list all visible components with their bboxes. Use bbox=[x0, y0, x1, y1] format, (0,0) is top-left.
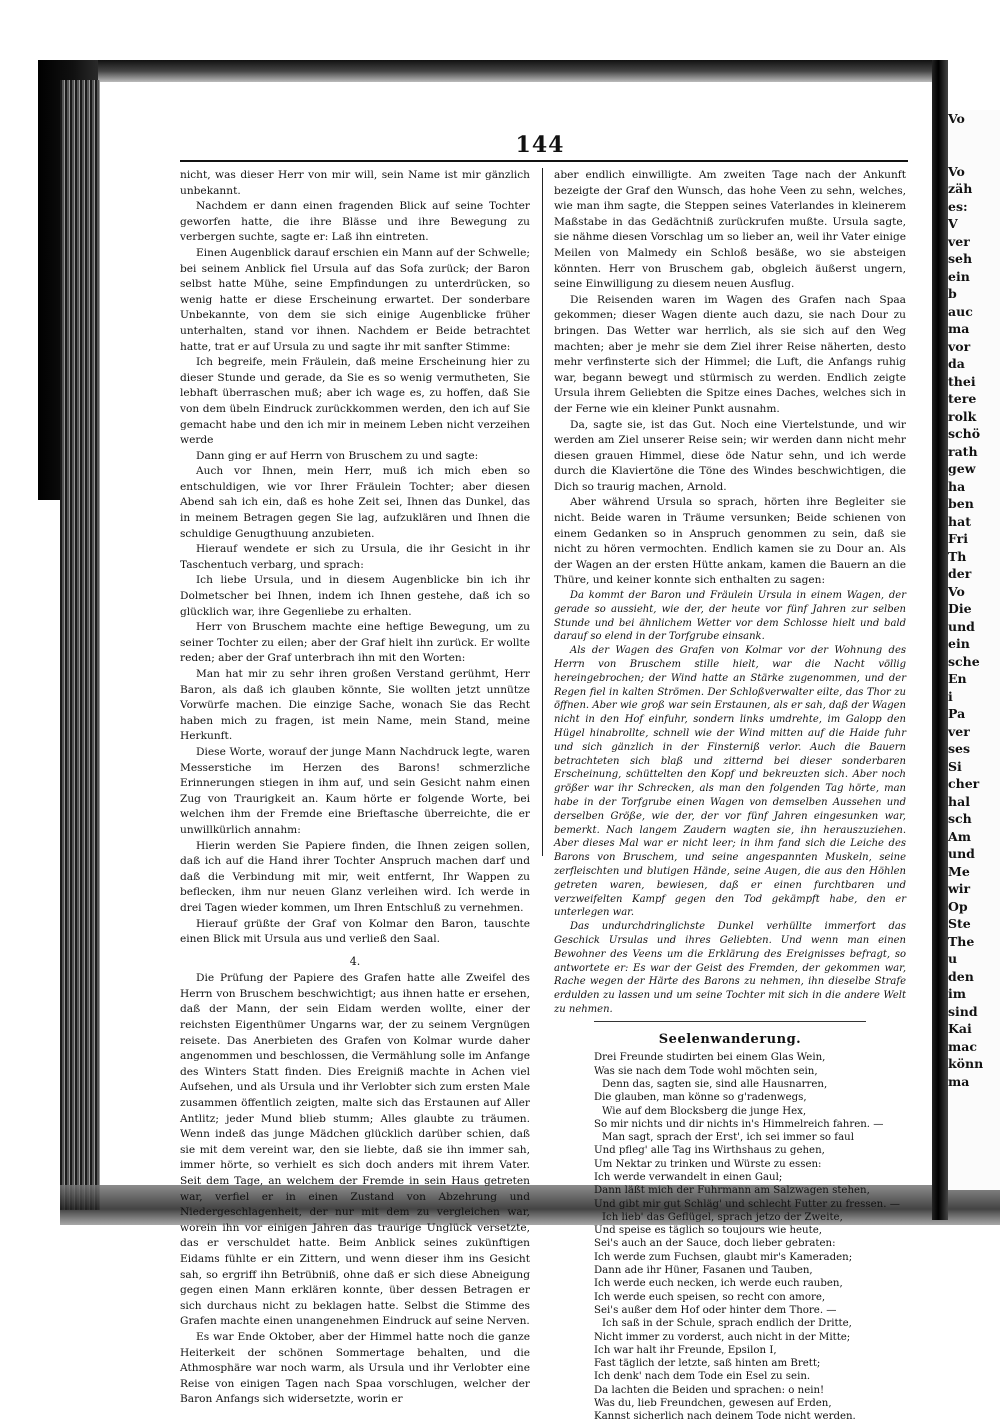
poem-line: Fast täglich der letzte, saß hinten am Brett; bbox=[594, 1358, 821, 1370]
adjacent-page-text-fragment: mac bbox=[948, 1038, 977, 1054]
adjacent-page-text-fragment: gew bbox=[948, 461, 976, 476]
poem-line: So mir nichts und dir nichts in's Himmelreich fahren. — bbox=[594, 1118, 884, 1130]
adjacent-page-text-fragment: sche bbox=[948, 653, 980, 669]
adjacent-page-text-fragment: Si bbox=[948, 758, 962, 774]
adjacent-page-text-fragment: b bbox=[948, 286, 957, 301]
paragraph: nicht, was dieser Herr von mir will, sein Name ist mir gänzlich unbekannt. bbox=[180, 169, 530, 197]
adjacent-page-text-fragment: hat bbox=[948, 513, 971, 529]
header-rule bbox=[180, 160, 908, 162]
paragraph: Es war Ende Oktober, aber der Himmel hatte noch die ganze Heiterkeit der schönen Sommertage behalten, und die Athmosphäre war noch warm, als Ursula und ihr Verlobter eine Reise von einigen Tagen nach Spaa vorschlugen, welcher der Baron Anfangs sich widersetzte, worin er bbox=[180, 1330, 530, 1406]
poem-line: Ich werde euch necken, ich werde euch rauben, bbox=[594, 1278, 843, 1290]
poem-line: Ich werde verwandelt in einen Gaul; bbox=[594, 1172, 783, 1183]
adjacent-page-text-fragment bbox=[948, 145, 1000, 163]
adjacent-page-text-fragment: u bbox=[948, 951, 958, 966]
adjacent-page-text-fragment: i bbox=[948, 688, 953, 704]
adjacent-page-text-fragment: und bbox=[948, 618, 975, 634]
poem-line: Ich war halt ihr Freunde, Epsilon I, bbox=[594, 1344, 777, 1356]
scan-top-edge bbox=[38, 60, 938, 82]
paragraph: Hierin werden Sie Papiere finden, die Ihnen zeigen sollen, daß ich auf die Hand ihrer Tochter Anspruch machen darf und daß die Verbindung mit mir, weit entfernt, Ihr Wappen zu beflecken, ihm nur neuen Glanz verleihen wird. Ich werde in drei Tagen wieder kommen, um Ihren Entschluß zu vernehmen. bbox=[180, 839, 530, 914]
adjacent-page-text-fragment: könn bbox=[948, 1056, 984, 1071]
adjacent-page-text-fragment: ver bbox=[948, 723, 970, 739]
adjacent-page-text-fragment: thei bbox=[948, 373, 976, 389]
poem-line: Wie auf dem Blocksberg die junge Hex, bbox=[602, 1105, 807, 1117]
poem-line: Nicht immer zu vorderst, auch nicht in der Mitte; bbox=[594, 1331, 851, 1343]
adjacent-page-text-fragment: tere bbox=[948, 391, 977, 406]
scan-book-gutter bbox=[60, 80, 100, 1210]
poem-line: Ich werde euch speisen, so recht con amore, bbox=[594, 1291, 826, 1303]
paragraph: Hierauf grüßte der Graf von Kolmar den Baron, tauschte einen Blick mit Ursula aus und verließ den Saal. bbox=[180, 917, 530, 946]
adjacent-page-text-fragment: im bbox=[948, 986, 966, 1001]
poem-line: Ich lieb' das Geflügel, sprach jetzo der Zweite, bbox=[602, 1211, 843, 1223]
right-column bbox=[554, 168, 906, 1424]
adjacent-page-text-fragment: ein bbox=[948, 268, 970, 284]
adjacent-page-text-fragment: rolk bbox=[948, 408, 977, 424]
paragraph: Die Reisenden waren im Wagen des Grafen nach Spaa gekommen; dieser Wagen diente auch dazu, sie nach Dour zu bringen. Das Wetter war herrlich, als sie sich auf den Weg machten; aber je mehr sie dem Ziel ihrer Reise näherten, desto mehr verfinsterte sich der Himmel; die Luft, die Anfangs ruhig war, begann bewegt und stürmisch zu werden. Endlich zeigte Ursula ihrem Geliebten die Spitze eines Daches, welches sich in der Ferne wie ein kleiner Punkt ausnahm. bbox=[554, 293, 906, 415]
page-number: 144 bbox=[515, 132, 565, 158]
paragraph: Dann ging er auf Herrn von Bruschem zu und sagte: bbox=[196, 449, 479, 462]
poem-line: Ich saß in der Schule, sprach endlich der Dritte, bbox=[602, 1318, 852, 1330]
column-divider bbox=[542, 168, 543, 856]
adjacent-page-text-fragment: V bbox=[948, 216, 958, 231]
left-column bbox=[180, 168, 530, 1408]
section-separator bbox=[594, 1021, 866, 1022]
adjacent-page-text-fragment: Ste bbox=[948, 916, 971, 931]
adjacent-page-text-fragment: ha bbox=[948, 478, 966, 494]
poem-line: Die glauben, man könne so g'radenwegs, bbox=[594, 1092, 807, 1104]
adjacent-page-text-fragment: En bbox=[948, 671, 967, 686]
paragraph: Einen Augenblick darauf erschien ein Mann auf der Schwelle; bei seinem Anblick fiel Ursula auf das Sofa zurück; der Baron selbst hatte Mühe, seine Empfindungen zu unterdrücken, so wenig hatte er diese Erscheinung erwartet. Der sonderbare Unbekannte, von dem sie sich einige Augenblicke früher unterhalten, stand vor ihnen. Nachdem er Beide betrachtet hatte, trat er auf Ursula zu und sagte ihr mit sanfter Stimme: bbox=[180, 246, 530, 353]
paragraph: Hierauf wendete er sich zu Ursula, die ihr Gesicht in ihr Taschentuch verbarg, und sprach: bbox=[180, 543, 530, 571]
adjacent-page-text-fragment: ma bbox=[948, 321, 970, 336]
adjacent-page-text-fragment: es: bbox=[948, 198, 968, 214]
adjacent-page-text-fragment: ein bbox=[948, 636, 970, 651]
adjacent-page-text-fragment: wir bbox=[948, 881, 971, 896]
paragraph: Herr von Bruschem machte eine heftige Bewegung, um zu seiner Tochter zu eilen; aber der Graf hielt ihn zurück. Er wollte reden; aber der Graf unterbrach ihn mit den Worten: bbox=[180, 621, 530, 665]
adjacent-page-text-fragment: Vo bbox=[948, 163, 965, 179]
adjacent-page-text-fragment: ver bbox=[948, 233, 970, 249]
adjacent-page-text-fragment: zäh bbox=[948, 181, 973, 196]
poem bbox=[594, 1051, 906, 1423]
adjacent-page-text-fragment: ben bbox=[948, 496, 974, 511]
adjacent-page-text-fragment: der bbox=[948, 566, 972, 581]
adjacent-page-text-fragment: Pa bbox=[948, 706, 966, 721]
adjacent-page-text-fragment: und bbox=[948, 846, 975, 861]
paragraph: Ich begreife, mein Fräulein, daß meine Erscheinung hier zu dieser Stunde und gerade, da Sie es so wenig vermutheten, Sie lebhaft überraschen muß; aber ich wage es, zu hoffen, daß Sie von dem übeln Eindruck zurückkommen werden, den ich auf Sie gemacht habe und den ich mir in meinem Leben nicht verzeihen werde bbox=[180, 356, 530, 447]
adjacent-page-text-fragment: ma bbox=[948, 1073, 970, 1089]
adjacent-page-text-fragment: Op bbox=[948, 898, 968, 914]
poem-line: Ich denk' nach dem Tode ein Esel zu sein. bbox=[594, 1371, 811, 1383]
poem-line: Und gibt mir gut Schläg' und schlecht Futter zu fressen. — bbox=[594, 1198, 900, 1210]
adjacent-page-text-fragment: rath bbox=[948, 443, 978, 459]
poem-line: Da lachten die Beiden und sprachen: o nein! bbox=[594, 1384, 825, 1396]
adjacent-page-text-fragment: Kai bbox=[948, 1021, 972, 1036]
story-ending bbox=[554, 589, 906, 1017]
paragraph: Nachdem er dann einen fragenden Blick auf seine Tochter geworfen hatte, die ihre Blässe und ihre Bewegung zu verbergen suchte, sagte er: Laß ihn eintreten. bbox=[180, 200, 530, 244]
poem-line: Und speise es täglich so toujours wie heute, bbox=[594, 1225, 822, 1237]
poem-line: Sei's auch an der Sauce, doch lieber gebraten: bbox=[594, 1238, 836, 1250]
paragraph: Die Prüfung der Papiere des Grafen hatte alle Zweifel des Herrn von Bruschem beschwichtigt; aus ihnen hatte er ersehen, daß der Mann, der sein Eidam werden wollte, einer der reichsten Eigenthümer Ungarns war, der zu seinem Vergnügen reisete. Das Anerbieten des Grafen von Kolmar wurde daher angenommen und beschlossen, die Vermählung solle im Anfange des Winters Statt finden. Dies Ereigniß machte in Achen viel Aufsehen, und als Ursula und ihr Verlobter sich zum ersten Male zusammen öffentlich zeigten, malte sich das Erstaunen auf Aller Antlitz; jeder Mund blieb stumm; Alles glaubte zu träumen. Wenn indeß das junge Mädchen glücklich darüber schien, daß sie mit dem vereint war, den sie liebte, daß sie ihn immer sah, immer hörte, so verhielt es sich doch anders mit ihrem Vater. Seit dem Tage, an welchem der Fremde in sein Haus getreten war, verfiel er in einen Zustand von Abzehrung und Niedergeschlagenheit, der nur mit dem zu vergleichen war, worein ihn vor einigen Jahren das traurige Unglück versetzte, das er verschuldet hatte. Beim Anblick seines zukünftigen Eidams fühlte er ein Zittern, und wenn dieser ihm ins Gesicht sah, so ergriff ihn Betrübniß, ohne daß er sich diese Abneigung gegen einen Mann erklären konnte, über dessen Betragen er sich durchaus nicht zu beklagen hatte. Selbst die Stimme des Grafen machte einen unangenehmen Eindruck auf seine Nerven. bbox=[180, 972, 530, 1328]
adjacent-page-text-fragment: ses bbox=[948, 741, 971, 756]
adjacent-page-text-fragment: Fri bbox=[948, 531, 968, 546]
paragraph: Man hat mir zu sehr ihren großen Verstand gerühmt, Herr Baron, als daß ich glauben könnte, Sie wollten jetzt unnütze Vorwürfe machen. Die einzige Sache, wonach Sie das Recht haben mich zu fragen, ist mein Name, mein Stand, meine Herkunft. bbox=[180, 668, 530, 743]
poem-line: Ich werde zum Fuchsen, glaubt mir's Kameraden; bbox=[594, 1251, 853, 1263]
paragraph: Da kommt der Baron und Fräulein Ursula in einem Wagen, der gerade so aussieht, wie der, der heute vor fünf Jahren zur selben Stunde und bei ähnlichem Wetter vor dem Schlosse hielt und bald darauf so elend in der Torfgrube einsank. bbox=[554, 590, 906, 643]
paragraph: Aber während Ursula so sprach, hörten ihre Begleiter sie nicht. Beide waren in Träume versunken; Beide schienen von einem Gedanken so in Anspruch genommen zu sein, daß sie nicht zu hören vermochten. Endlich kamen sie zu Dour an. Als der Wagen an der ersten Hütte ankam, kamen die Bauern an die Thüre, und keiner konnte sich enthalten zu sagen: bbox=[554, 496, 906, 587]
adjacent-page-text-fragment: Vo bbox=[948, 583, 965, 599]
adjacent-page-text-fragment: Me bbox=[948, 863, 970, 879]
adjacent-page-text-fragment: sch bbox=[948, 811, 972, 826]
poem-line: Denn das, sagten sie, sind alle Hausnarren, bbox=[602, 1078, 828, 1090]
adjacent-page-text-fragment: cher bbox=[948, 776, 980, 791]
adjacent-page-text-fragment: Die bbox=[948, 601, 972, 616]
adjacent-page-text-fragment: The bbox=[948, 933, 975, 949]
adjacent-page-text-fragment: auc bbox=[948, 303, 973, 319]
adjacent-page-text-fragment bbox=[948, 128, 1000, 146]
adjacent-page-text-fragment: den bbox=[948, 968, 974, 984]
poem-line: Man sagt, sprach der Erst', ich sei immer so faul bbox=[602, 1132, 854, 1144]
adjacent-page-text-fragment: Th bbox=[948, 548, 967, 564]
paragraph: Da, sagte sie, ist das Gut. Noch eine Viertelstunde, und wir werden am Ziel unserer Reise sein; wir werden dann nicht mehr diesen grauen Himmel, diese öde Natur sehn, und ich werde durch die Klaviertöne die Töne des Windes beschwichtigen, die Dich so traurig machen, Arnold. bbox=[554, 418, 906, 493]
poem-line: Kannst sicherlich nach deinem Tode nicht werden. bbox=[594, 1411, 856, 1423]
scan-right-edge bbox=[932, 60, 948, 1220]
paragraph: Auch vor Ihnen, mein Herr, muß ich mich eben so entschuldigen, wie vor Ihrer Fräulein Tochter; aber diesen Abend sah ich ein, daß es hohe Zeit sei, Ihnen das Dunkel, das in meinem Betragen gegen Sie lag, aufzuklären und Ihnen die schuldige Genugthuung anzubieten. bbox=[180, 465, 530, 540]
adjacent-page-text-fragment: hal bbox=[948, 793, 970, 809]
poem-line: Dann läßt mich der Fuhrmann am Salzwagen stehen, bbox=[594, 1185, 870, 1197]
adjacent-page-text-fragment: sind bbox=[948, 1003, 978, 1019]
poem-line: Was sie nach dem Tode wohl möchten sein, bbox=[594, 1065, 818, 1077]
poem-line: Dann ade ihr Hüner, Fasanen und Tauben, bbox=[594, 1265, 813, 1277]
poem-line: Um Nektar zu trinken und Würste zu essen: bbox=[594, 1158, 822, 1170]
adjacent-page-fragment bbox=[948, 110, 1000, 1190]
paragraph: aber endlich einwilligte. Am zweiten Tage nach der Ankunft bezeigte der Graf den Wunsch, das hohe Veen zu sehn, welches, wie man ihm sagte, die Steppen seines Vaterlandes in kleinerem Maßstabe in das Gedächtniß zurückrufen mußte. Ursula sagte, sie nähme diesen Vorschlag um so lieber an, weil ihr Vater einige Meilen von Malmedy ein Schloß besäße, wo sie absteigen könnten. Herr von Bruschem gab, obgleich äußerst ungern, seine Einwilligung zu diesem neuen Ausflug. bbox=[554, 169, 906, 291]
adjacent-page-text-fragment: seh bbox=[948, 251, 973, 266]
adjacent-page-text-fragment: da bbox=[948, 356, 965, 371]
adjacent-page-text-fragment: Am bbox=[948, 828, 971, 844]
poem-line: Was du, lieb Freundchen, gewesen auf Erden, bbox=[594, 1398, 832, 1410]
poem-line: Und pfleg' alle Tag ins Wirthshaus zu gehen, bbox=[594, 1145, 825, 1157]
adjacent-page-text-fragment: Vo bbox=[948, 111, 965, 126]
paragraph: Ich liebe Ursula, und in diesem Augenblicke bin ich ihr Dolmetscher bei Ihnen, indem ich Ihnen gestehe, daß ich so glücklich war, ihre Gegenliebe zu erhalten. bbox=[180, 574, 530, 618]
poem-line: Sei's außer dem Hof oder hinter dem Thore. — bbox=[594, 1304, 837, 1316]
adjacent-page-text-fragment: vor bbox=[948, 338, 971, 354]
poem-line: Drei Freunde studirten bei einem Glas Wein, bbox=[594, 1052, 826, 1064]
paragraph: Das undurchdringlichste Dunkel verhüllte immerfort das Geschick Ursulas und ihres Geliebten. Und wenn man einen Bewohner des Veens um die Erklärung des Ereignisses befragt, so antwortete er: Es war der Geist des Fremden, der gekommen war, Rache wegen der Härte des Barons zu nehmen, ihn dieselbe Strafe erdulden zu lassen und um seine Tochter mit sich in die andere Welt zu nehmen. bbox=[554, 921, 906, 1015]
paragraph: Als der Wagen des Grafen von Kolmar vor der Wohnung des Herrn von Bruschem stille hielt, war die Nacht völlig hereingebrochen; der Wind hatte an Stärke zugenommen, und der Regen fiel in kalten Strömen. Der Schloßverwalter eilte, das Thor zu öffnen. Aber wie groß war sein Erstaunen, als er sah, daß der Wagen nicht in den Hof einfuhr, sondern links umdrehte, im Galopp den Hügel hinabrollte, schnell wie der Wind mitten auf die Haide fuhr und sich gänzlich in der Finsterniß verlor. Auch die Bauern betrachteten sich blaß und zitternd bei dieser sonderbaren Erscheinung, schüttelten den Kopf und bekreuzten sich. Aber noch größer war ihr Schrecken, als man den folgenden Tag hörte, man habe in der Torfgrube einen Wagen von demselben Aussehen und derselben Größe, wie der, der vor fünf Jahren eingesunken war, bemerkt. Nach langem Zaudern wagten sie, ihn herauszuziehen. Aber dieses Mal war er nicht leer; in ihm fand sich die Leiche des Barons von Bruschem, und seine angespannten Muskeln, seine zerfleischten und blutigen Hände, seine Augen, die aus den Höhlen getreten waren, bewiesen, daß er einen furchtbaren und verzweifelten Kampf gegen den Tod gekämpft habe, den er unterlegen war. bbox=[554, 645, 906, 919]
poem-title: Seelenwanderung. bbox=[658, 1031, 802, 1047]
section-number: 4. bbox=[349, 954, 361, 968]
paragraph: Diese Worte, worauf der junge Mann Nachdruck legte, waren Messerstiche im Herzen des Barons! schmerzliche Erinnerungen stiegen in ihm auf, und sein Gesicht nahm einen Zug von Traurigkeit an. Kaum hörte er folgende Worte, bei welchen ihm der Fremde eine Brieftasche überreichte, die er unwillkürlich annahm: bbox=[180, 745, 530, 836]
adjacent-page-text-fragment: schö bbox=[948, 426, 981, 441]
